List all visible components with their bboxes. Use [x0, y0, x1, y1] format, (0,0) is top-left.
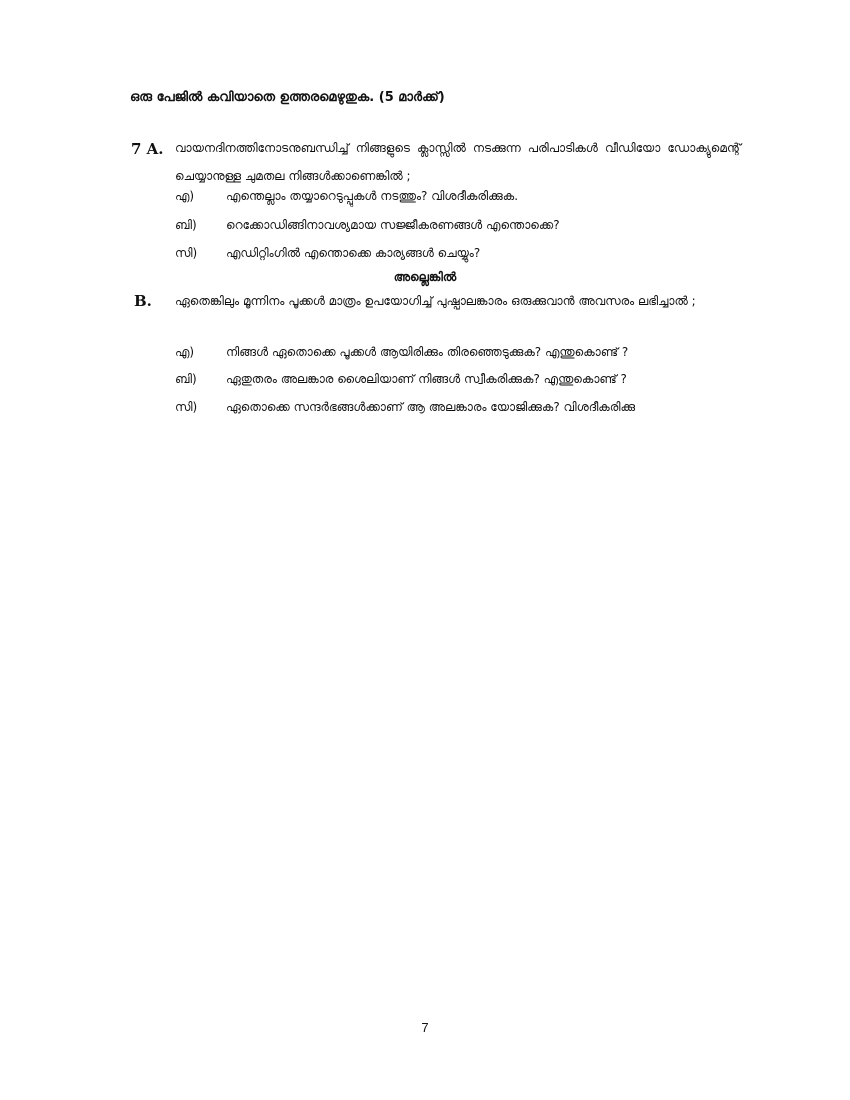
item-text: ഏതൊക്കെ സന്ദർഭങ്ങൾക്കാണ് ആ അലങ്കാരം യോജിക്കുക? വിശദീകരിക്കു — [226, 400, 636, 414]
item-label: സി) — [175, 400, 198, 414]
page-number: 7 — [421, 1020, 429, 1035]
item-label: എ) — [175, 345, 195, 359]
item-label: ബി) — [175, 218, 197, 232]
question-b-number: B. — [134, 292, 152, 310]
question-b-text: ഏതെങ്കിലും മൂന്നിനം പൂക്കൾ മാത്രം ഉപയോഗിച്ച് പുഷ്പാലങ്കാരം ഒരുക്കുവാൻ അവസരം ലഭിച്ചാൽ ; — [175, 294, 696, 308]
or-separator: അല്ലെങ്കിൽ — [393, 270, 457, 284]
item-text: എഡിറ്റിംഗിൽ എന്തൊക്കെ കാര്യങ്ങൾ ചെയ്യും? — [226, 246, 481, 260]
item-label: സി) — [175, 246, 198, 260]
instruction-heading: ഒരു പേജിൽ കവിയാതെ ഉത്തരമെഴുതുക. (5 മാർക്ക്) — [130, 90, 445, 105]
item-label: എ) — [175, 189, 195, 203]
item-text: നിങ്ങൾ ഏതൊക്കെ പൂക്കൾ ആയിരിക്കും തിരഞ്ഞെടുക്കുക? എന്തുകൊണ്ട് ? — [226, 345, 629, 359]
item-text: റെക്കോഡിങ്ങിനാവശ്യമായ സജ്ജീകരണങ്ങൾ എന്തൊക്കെ? — [226, 218, 560, 232]
item-text: ഏതുതരം അലങ്കാര ശൈലിയാണ് നിങ്ങൾ സ്വീകരിക്കുക? എന്തുകൊണ്ട് ? — [226, 372, 627, 386]
question-a-text: വായനദിനത്തിനോടനുബന്ധിച്ച് നിങ്ങളുടെ ക്ലാസ്സിൽ നടക്കുന്ന പരിപാടികൾ വീഡിയോ ഡോക്യുമെന്റ് ചെയ്യാനുള്ള ചുമതല നിങ്ങൾക്കാണെങ്കിൽ ; — [175, 141, 741, 183]
item-label: ബി) — [175, 372, 197, 386]
item-text: എന്തെല്ലാം തയ്യാറെടുപ്പുകൾ നടത്തും? വിശദീകരിക്കുക. — [226, 189, 519, 203]
question-a-number: 7 A. — [131, 140, 164, 158]
